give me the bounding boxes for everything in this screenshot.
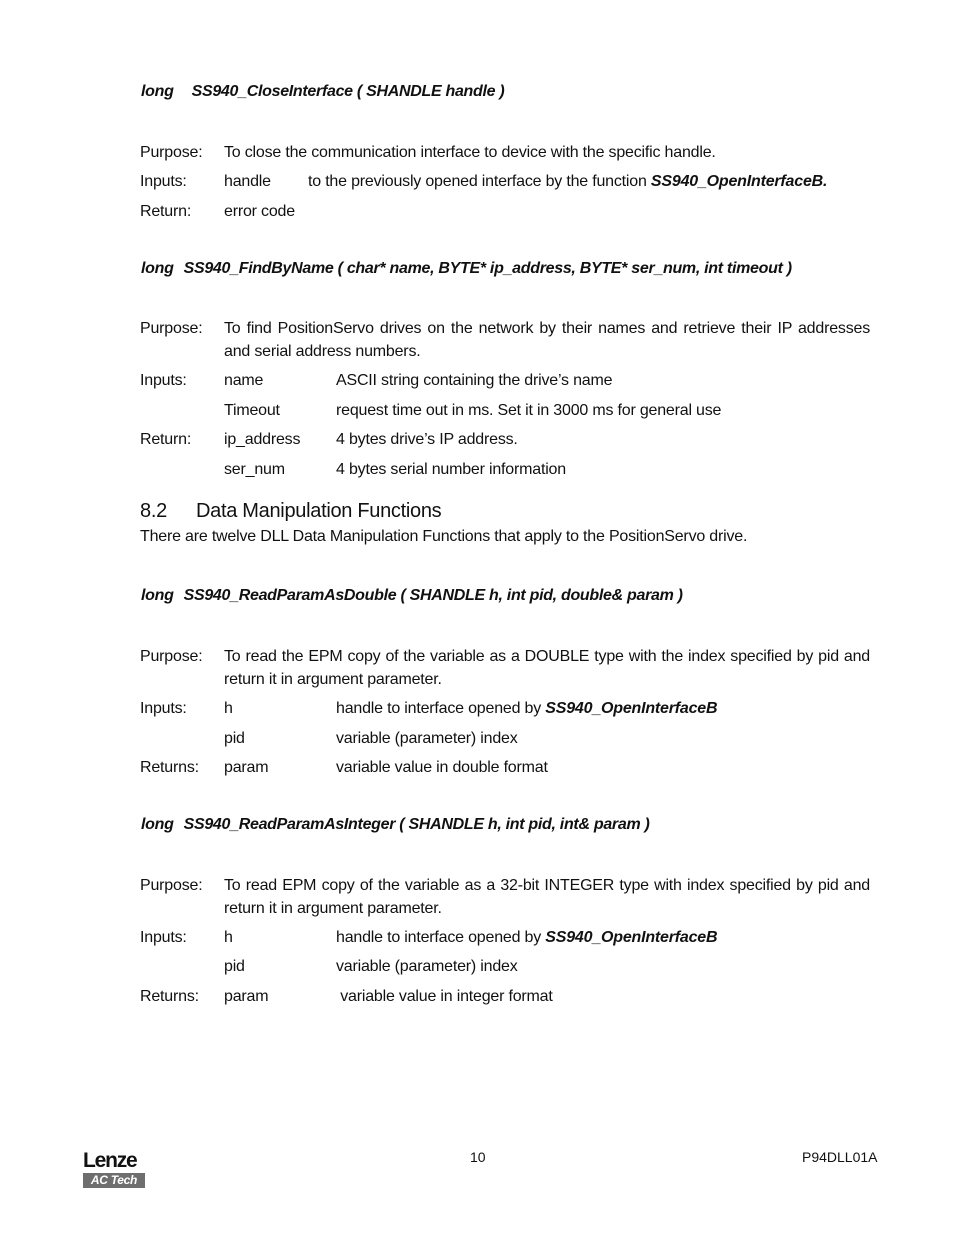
purpose-text: To read EPM copy of the variable as a 32-bit INTEGER type with index specified by pid and return it in argument parameter. — [224, 877, 870, 917]
return-type: long — [141, 260, 174, 277]
function-signature-read-param-as-integer — [141, 816, 650, 834]
purpose-text: To find PositionServo drives on the network by their names and retrieve their IP addresses and serial address numbers. — [224, 320, 870, 360]
purpose-label: Purpose: — [140, 648, 203, 665]
input-description: variable (parameter) index — [336, 730, 518, 747]
return-description: 4 bytes serial number information — [336, 461, 566, 478]
input-name: name — [224, 372, 264, 389]
return-description: variable value in double format — [336, 759, 548, 776]
purpose-row — [140, 645, 870, 691]
purpose-label: Purpose: — [140, 144, 203, 161]
return-description: variable value in integer format — [336, 988, 553, 1005]
return-description: 4 bytes drive’s IP address. — [336, 431, 518, 448]
function-signature-find-by-name — [141, 260, 792, 278]
return-type: long — [141, 816, 174, 833]
returns-label: Returns: — [140, 988, 199, 1005]
purpose-row — [140, 874, 870, 920]
signature-text: SS940_ReadParamAsInteger ( SHANDLE h, int pid, int& param ) — [183, 816, 650, 833]
purpose-label: Purpose: — [140, 320, 203, 337]
section-number: 8.2 — [140, 500, 167, 522]
return-type: long — [141, 83, 174, 100]
function-signature-read-param-as-double — [141, 587, 683, 605]
inputs-label: Inputs: — [140, 929, 187, 946]
return-name: param — [224, 988, 269, 1005]
returns-label: Returns: — [140, 759, 199, 776]
purpose-row — [140, 317, 870, 363]
input-desc-text: handle to interface opened by — [336, 929, 546, 946]
purpose-text: To close the communication interface to device with the specific handle. — [224, 144, 716, 161]
function-reference: SS940_OpenInterfaceB — [545, 700, 718, 717]
input-name: h — [224, 929, 233, 946]
document-code: P94DLL01A — [802, 1149, 878, 1165]
inputs-label: Inputs: — [140, 372, 187, 389]
return-name: ip_address — [224, 431, 301, 448]
return-name: ser_num — [224, 461, 285, 478]
input-description: request time out in ms. Set it in 3000 ms for general use — [336, 402, 722, 419]
input-name: Timeout — [224, 402, 280, 419]
input-description — [308, 170, 827, 193]
function-signature-close-interface — [141, 83, 504, 101]
return-label: Return: — [140, 203, 192, 220]
return-name: param — [224, 759, 269, 776]
return-description: error code — [224, 203, 295, 220]
page-number: 10 — [470, 1149, 486, 1165]
input-description — [336, 926, 717, 949]
section-heading — [140, 500, 441, 523]
return-type: long — [141, 587, 174, 604]
signature-text: SS940_FindByName ( char* name, BYTE* ip_address, BYTE* ser_num, int timeout ) — [183, 260, 792, 277]
input-name: pid — [224, 958, 245, 975]
input-desc-text: handle to interface opened by — [336, 700, 546, 717]
signature-text: SS940_ReadParamAsDouble ( SHANDLE h, int pid, double& param ) — [183, 587, 683, 604]
function-reference: SS940_OpenInterfaceB. — [650, 173, 828, 190]
logo-wordmark: Lenze — [83, 1149, 137, 1172]
input-description — [336, 697, 717, 720]
input-description: variable (parameter) index — [336, 958, 518, 975]
inputs-label: Inputs: — [140, 173, 187, 190]
function-reference: SS940_OpenInterfaceB — [545, 929, 718, 946]
purpose-text: To read the EPM copy of the variable as a DOUBLE type with the index specified by pid and return it in argument parameter. — [224, 648, 870, 688]
signature-text: SS940_CloseInterface ( SHANDLE handle ) — [191, 83, 505, 100]
inputs-label: Inputs: — [140, 700, 187, 717]
section-intro: There are twelve DLL Data Manipulation Functions that apply to the PositionServo drive. — [140, 528, 748, 545]
lenze-ac-tech-logo — [83, 1150, 145, 1190]
input-description: ASCII string containing the drive’s name — [336, 372, 613, 389]
return-label: Return: — [140, 431, 192, 448]
input-name: handle — [224, 173, 271, 190]
section-title: Data Manipulation Functions — [196, 500, 442, 522]
purpose-label: Purpose: — [140, 877, 203, 894]
logo-subbrand: AC Tech — [83, 1173, 145, 1188]
input-desc-text: to the previously opened interface by the function — [308, 173, 651, 190]
input-name: pid — [224, 730, 245, 747]
input-name: h — [224, 700, 233, 717]
